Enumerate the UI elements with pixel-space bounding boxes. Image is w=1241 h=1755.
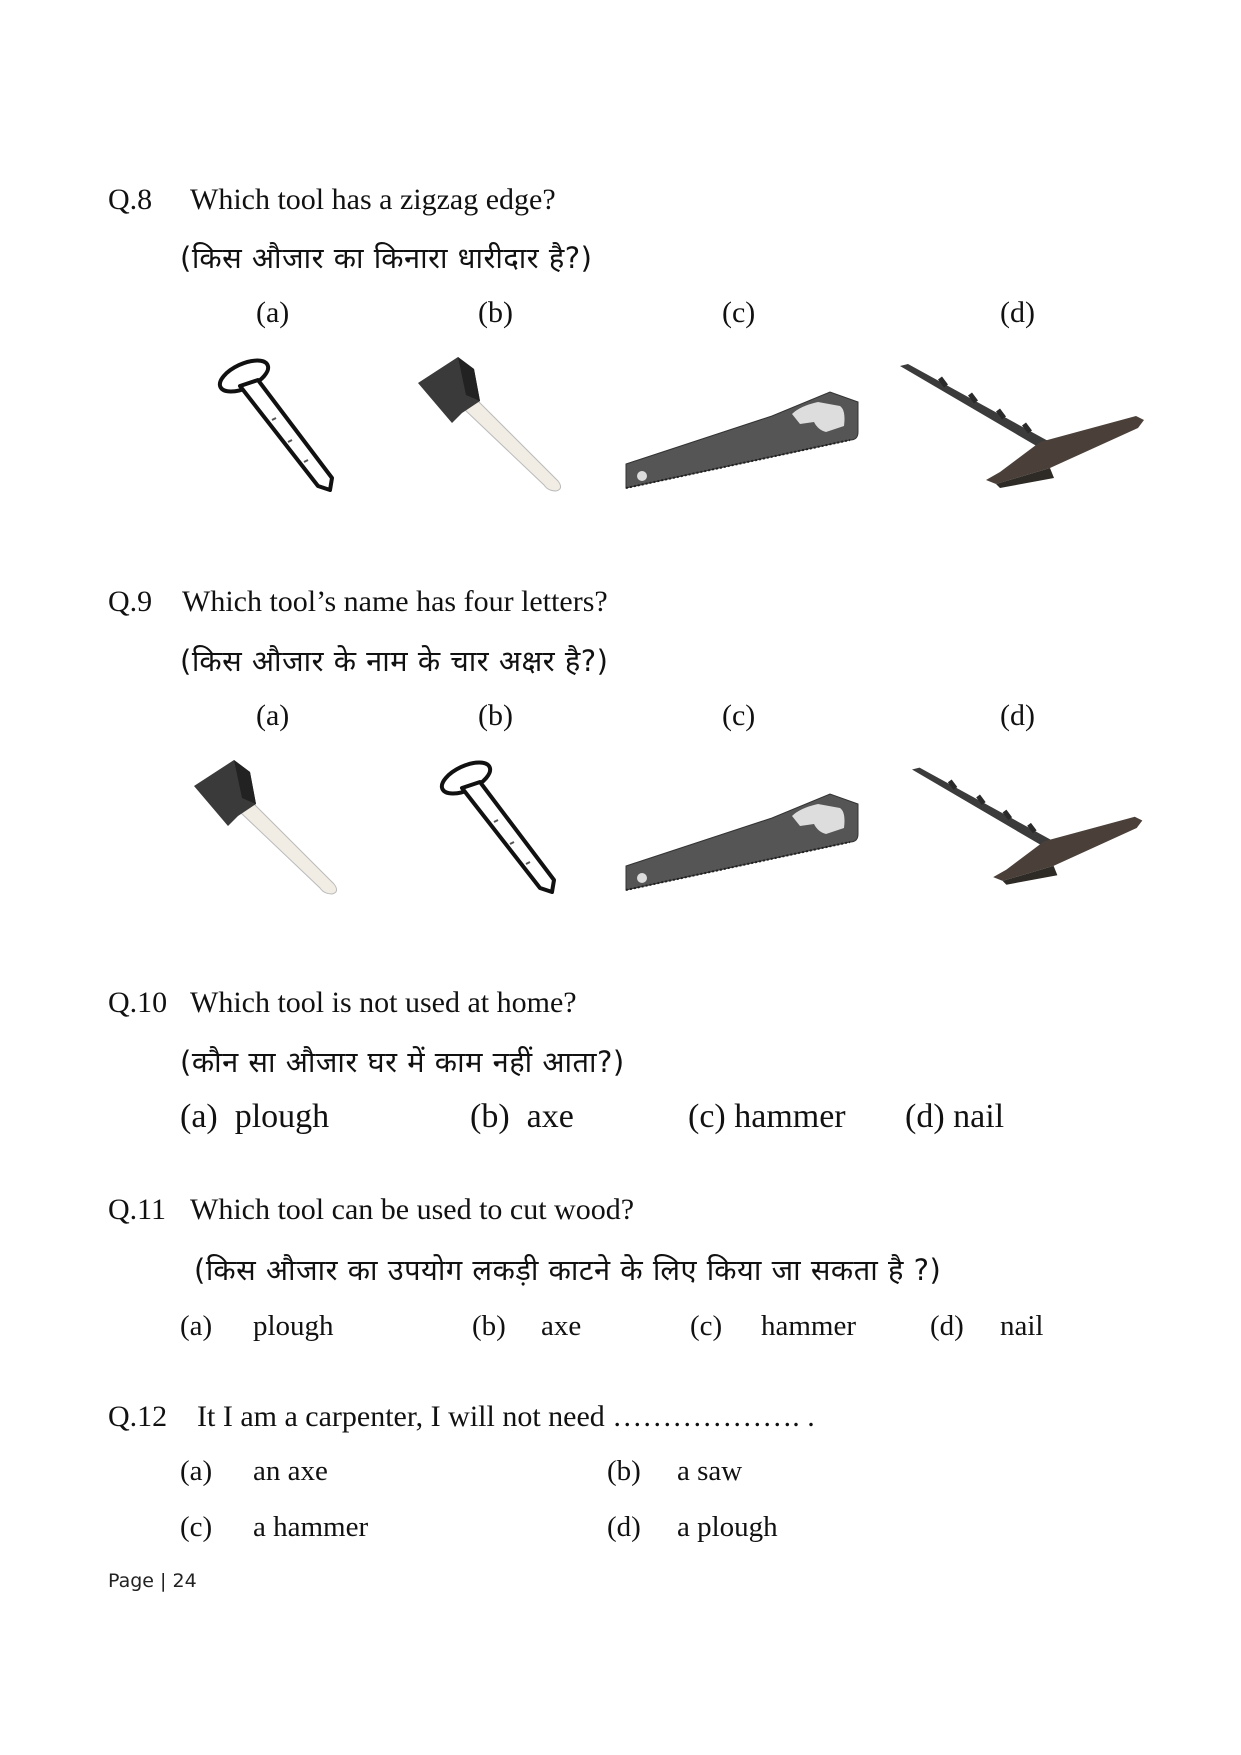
question-number: Q.11 — [108, 1193, 167, 1226]
plough-icon — [912, 764, 1148, 894]
option-c-label: (c) — [180, 1511, 213, 1543]
question-text: It I am a carpenter, I will not need ………………. . — [197, 1400, 815, 1433]
option-b-text: a saw — [677, 1455, 743, 1487]
question-text: Which tool’s name has four letters? — [182, 585, 608, 618]
option-d: (d) nail — [905, 1098, 1005, 1135]
page-number: Page | 24 — [108, 1570, 197, 1592]
plough-icon — [900, 364, 1150, 494]
option-b: (b) axe — [470, 1098, 574, 1135]
saw-icon — [622, 392, 862, 492]
axe-icon — [418, 355, 578, 495]
option-d-label: (d) — [930, 1310, 964, 1342]
option-c-text: a hammer — [253, 1511, 369, 1543]
option-a-label: (a) — [256, 699, 290, 732]
question-number: Q.12 — [108, 1400, 168, 1433]
option-d-text: nail — [1000, 1310, 1044, 1342]
option-c-label: (c) — [722, 296, 756, 329]
option-c-label: (c) — [722, 699, 756, 732]
question-text-hindi: (कौन सा औजार घर में काम नहीं आता?) — [180, 1045, 625, 1079]
question-text-hindi: (किस औजार का किनारा धारीदार है?) — [180, 241, 593, 275]
option-d-label: (d) — [607, 1511, 641, 1543]
option-b-label: (b) — [607, 1455, 641, 1487]
question-text-hindi: (किस औजार के नाम के चार अक्षर है?) — [180, 644, 609, 678]
question-number: Q.8 — [108, 183, 153, 216]
option-a: (a) plough — [180, 1098, 330, 1135]
question-text: Which tool has a zigzag edge? — [190, 183, 556, 216]
question-text-hindi: (किस औजार का उपयोग लकड़ी काटने के लिए किया जा सकता है ?) — [194, 1253, 942, 1287]
option-c-label: (c) — [690, 1310, 723, 1342]
option-b-label: (b) — [478, 296, 513, 329]
option-a-text: plough — [253, 1310, 334, 1342]
option-b-text: axe — [541, 1310, 582, 1342]
option-a-label: (a) — [180, 1455, 213, 1487]
nail-icon — [432, 752, 572, 902]
option-b-label: (b) — [472, 1310, 506, 1342]
option-c: (c) hammer — [688, 1098, 846, 1135]
saw-icon — [622, 794, 862, 894]
option-a-label: (a) — [256, 296, 290, 329]
option-d-label: (d) — [1000, 296, 1035, 329]
nail-icon — [210, 350, 350, 500]
option-a-text: an axe — [253, 1455, 328, 1487]
option-b-label: (b) — [478, 699, 513, 732]
option-a-label: (a) — [180, 1310, 213, 1342]
option-d-label: (d) — [1000, 699, 1035, 732]
question-number: Q.9 — [108, 585, 153, 618]
question-text: Which tool is not used at home? — [190, 986, 577, 1019]
option-d-text: a plough — [677, 1511, 778, 1543]
axe-icon — [194, 758, 354, 898]
question-number: Q.10 — [108, 986, 168, 1019]
question-text: Which tool can be used to cut wood? — [190, 1193, 635, 1226]
option-c-text: hammer — [761, 1310, 857, 1342]
